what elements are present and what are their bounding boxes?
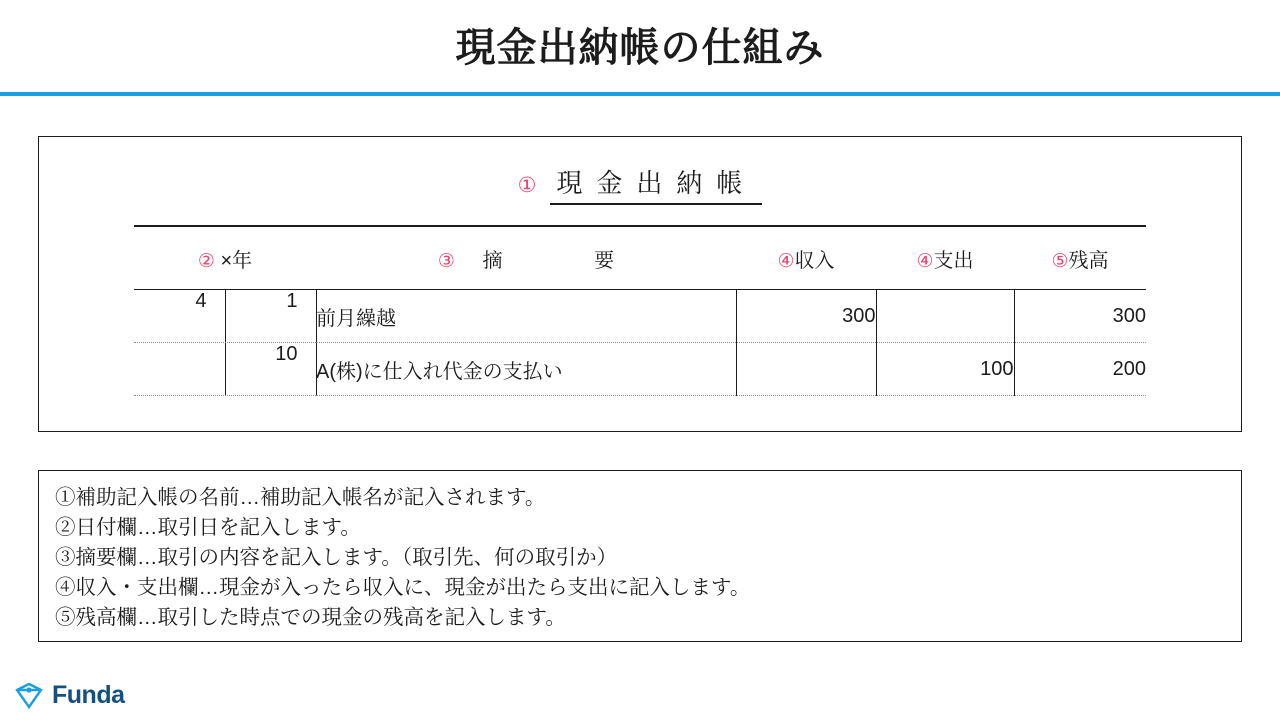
marker-4-income-icon: ④ [777, 250, 795, 272]
ledger-heading [39, 163, 1241, 205]
funda-diamond-icon [14, 680, 44, 710]
legend-item: ⑤残高欄…取引した時点での現金の残高を記入します。 [55, 606, 566, 629]
cell-description: 前月繰越 [316, 290, 736, 343]
legend-item: ③摘要欄…取引の内容を記入します。（取引先、何の取引か） [55, 546, 618, 569]
ledger-panel [38, 136, 1242, 432]
cell-day: 1 [225, 290, 316, 342]
table-row [134, 290, 1146, 343]
legend-item: ④収入・支出欄…現金が入ったら収入に、現金が出たら支出に記入します。 [55, 576, 751, 599]
marker-1-icon: ① [517, 174, 537, 197]
cell-income [736, 343, 876, 396]
cell-date [134, 343, 316, 396]
table-row [134, 343, 1146, 396]
footer-logo [14, 680, 125, 710]
cell-balance: 200 [1014, 343, 1146, 396]
header-balance [1014, 226, 1146, 290]
header-expense [876, 226, 1014, 290]
cell-balance: 300 [1014, 290, 1146, 343]
cell-month [134, 343, 225, 395]
header-date-label: ×年 [220, 249, 253, 272]
table-header-row [134, 226, 1146, 290]
header-date [134, 226, 316, 290]
marker-3-icon: ③ [437, 250, 455, 272]
cell-description: A(株)に仕入れ代金の支払い [316, 343, 736, 396]
cell-month: 4 [134, 290, 225, 342]
cell-expense: 100 [876, 343, 1014, 396]
header-income [736, 226, 876, 290]
header-income-label: 収入 [794, 249, 835, 272]
header-balance-label: 残高 [1068, 249, 1109, 272]
header-expense-label: 支出 [933, 249, 974, 272]
title-divider [0, 92, 1280, 96]
legend-item: ②日付欄…取引日を記入します。 [55, 516, 361, 539]
cell-day: 10 [225, 343, 316, 395]
cell-expense [876, 290, 1014, 343]
header-description-label-1: 摘 [482, 249, 503, 272]
header-description [316, 226, 736, 290]
brand-name: Funda [52, 680, 125, 709]
page-title: 現金出納帳の仕組み [455, 26, 825, 70]
cell-date [134, 290, 316, 343]
legend-item: ①補助記入帳の名前…補助記入帳名が記入されます。 [55, 486, 546, 509]
marker-2-icon: ② [197, 250, 215, 272]
legend-panel [38, 470, 1242, 642]
marker-5-icon: ⑤ [1051, 250, 1069, 272]
cash-book-table [134, 225, 1146, 396]
ledger-heading-text: 現金出納帳 [550, 163, 762, 205]
marker-4-expense-icon: ④ [916, 250, 934, 272]
header-description-label-2: 要 [594, 249, 615, 272]
cell-income: 300 [736, 290, 876, 343]
